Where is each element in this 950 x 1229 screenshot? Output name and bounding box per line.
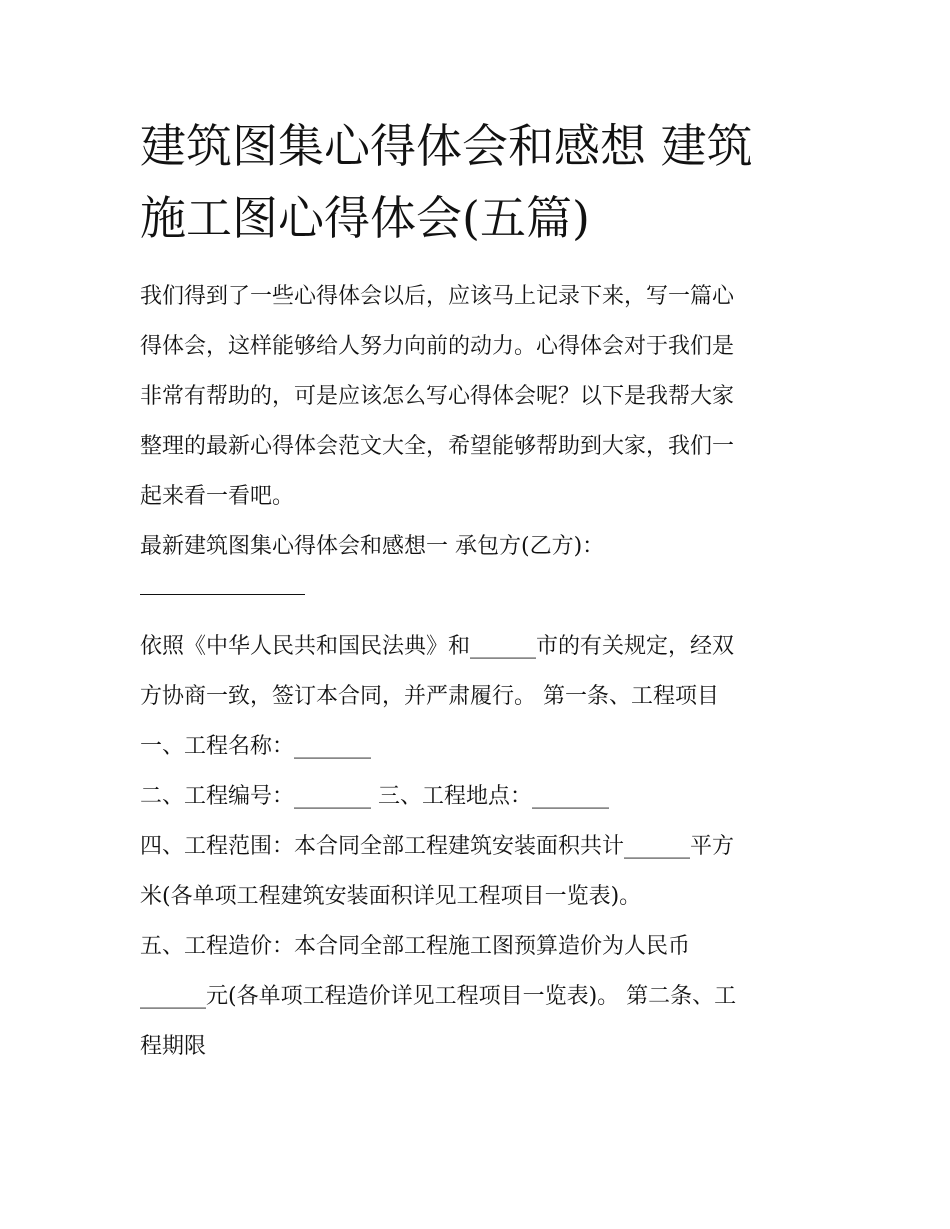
body-line: 依照《中华人民共和国民法典》和______市的有关规定，经双 (140, 634, 735, 659)
intro-line: 整理的最新心得体会范文大全，希望能够帮助到大家，我们一 (140, 434, 735, 459)
document-page (140, 110, 812, 1072)
body-line: 程期限 (140, 1034, 207, 1059)
intro-line: 非常有帮助的，可是应该怎么写心得体会呢？以下是我帮大家 (140, 384, 735, 409)
section-heading-block (140, 522, 812, 622)
body-line: 五、工程造价：本合同全部工程施工图预算造价为人民币 (140, 934, 691, 959)
body-line: 一、工程名称：_______ (140, 734, 372, 759)
signature-blank-line (140, 572, 812, 622)
body-line: 米(各单项工程建筑安装面积详见工程项目一览表)。 (140, 884, 642, 909)
body-line: ______元(各单项工程造价详见工程项目一览表)。 第二条、工 (140, 984, 737, 1009)
title-line-1: 建筑图集心得体会和感想 建筑 (140, 119, 753, 173)
document-title (140, 110, 812, 254)
intro-line: 起来看一看吧。 (140, 484, 295, 509)
contract-body (140, 622, 812, 1072)
section-heading: 最新建筑图集心得体会和感想一 承包方(乙方)： (140, 534, 605, 559)
title-line-2: 施工图心得体会(五篇) (140, 191, 590, 245)
body-line: 二、工程编号：_______ 三、工程地点：_______ (140, 784, 609, 809)
intro-line: 得体会，这样能够给人努力向前的动力。心得体会对于我们是 (140, 334, 735, 359)
body-line: 方协商一致，签订本合同，并严肃履行。 第一条、工程项目 (140, 684, 719, 709)
intro-line: 我们得到了一些心得体会以后，应该马上记录下来，写一篇心 (140, 284, 735, 309)
body-line: 四、工程范围：本合同全部工程建筑安装面积共计______平方 (140, 834, 735, 859)
intro-paragraph (140, 272, 812, 522)
